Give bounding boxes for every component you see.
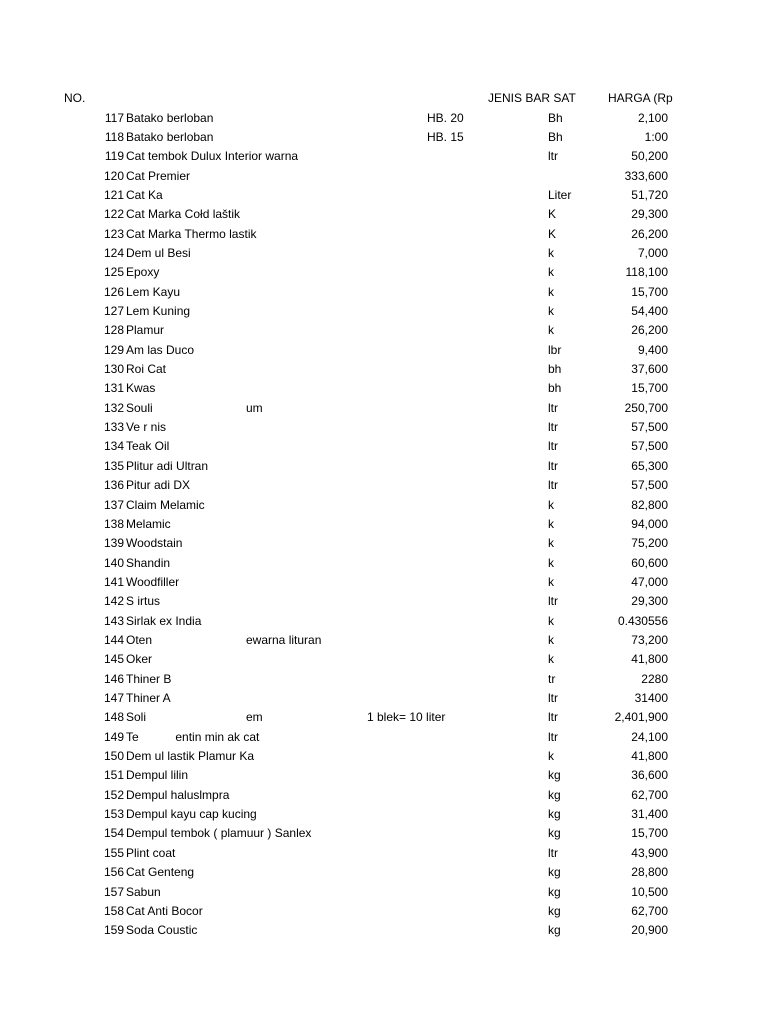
table-row [0,515,768,534]
item-price: 0.430556 [617,613,668,628]
item-number: 119 [104,149,124,164]
item-unit: ltr [548,845,558,860]
item-number: 159 [103,923,124,938]
item-name: Woodfiller [126,574,180,589]
item-unit: k [548,574,554,589]
item-unit: ltr [548,594,558,609]
item-name: Plint coat [126,845,176,860]
item-number: 141 [103,574,124,589]
item-name: Batako berloban [126,110,214,125]
item-unit: k [548,323,554,338]
item-name: Lem Kuning [126,304,191,318]
item-number: 147 [103,691,124,705]
table-row [0,360,768,379]
table-row [0,225,768,244]
item-number: 132 [103,400,124,415]
item-unit: ltr [548,691,558,705]
item-name: S irtus [126,594,161,609]
table-row [0,689,768,708]
table-row [0,766,768,785]
item-unit: k [548,652,554,667]
item-price: 2,401,900 [614,710,668,725]
item-name: Teak Oil [126,439,170,454]
table-row [0,496,768,515]
item-name: Roi Cat [126,362,167,377]
item-number: 129 [103,342,124,357]
table-row [0,902,768,921]
item-name: Epoxy [126,265,160,280]
table-row [0,147,768,166]
item-price: 54,400 [631,304,668,318]
table-row [0,476,768,495]
table-row [0,824,768,843]
item-name: Oker [126,652,153,667]
table-row [0,418,768,437]
item-number: 155 [103,845,124,860]
item-number: 151 [103,768,124,783]
item-unit: bh [548,362,562,377]
item-spec: HB. 20 [427,110,464,125]
item-name: Cat tembok Dulux Interior warna [126,149,299,164]
item-number: 136 [103,478,124,493]
item-price: 94,000 [631,516,668,531]
item-name: Dempul tembok ( plamuur ) Sanlex [126,826,312,841]
item-price: 10,500 [631,884,668,899]
item-price: 7,000 [637,245,668,260]
item-price: 75,200 [631,536,668,551]
item-number: 150 [103,749,124,764]
item-number: 117 [104,110,124,125]
item-price: 36,600 [631,768,668,783]
table-row [0,708,768,727]
item-unit: k [548,516,554,531]
item-unit: Liter [548,187,572,202]
item-unit: k [548,265,554,280]
item-unit: k [548,536,554,551]
item-number: 131 [103,381,124,396]
item-unit: kg [548,807,561,822]
item-note: ewarna lituran [246,632,322,647]
table-row [0,321,768,340]
item-name: Sirlak ex India [126,613,202,628]
item-number: 118 [104,129,124,144]
item-price: 29,300 [631,594,668,609]
item-price: 62,700 [631,787,668,802]
header-row [0,89,768,108]
item-price: 28,800 [631,865,668,880]
item-number: 130 [103,362,124,377]
item-note: em [246,710,263,725]
item-number: 121 [103,187,124,202]
table-row [0,457,768,476]
table-row [0,244,768,263]
item-price: 43,900 [631,845,668,860]
item-unit: ltr [548,458,558,473]
table-row [0,534,768,553]
item-number: 156 [103,865,124,880]
item-price: 9,400 [637,342,668,357]
item-unit: kg [548,826,561,841]
item-price: 50,200 [631,149,668,164]
item-number: 134 [103,439,124,454]
item-name: Batako berloban [126,129,214,144]
item-name: Cat Premier [126,168,191,183]
item-name: Sabun [126,884,161,899]
item-number: 139 [103,536,124,551]
item-unit: k [548,555,554,570]
item-number: 152 [103,787,124,802]
item-name: Plitur adi Ultran [126,458,209,473]
item-price: 57,500 [631,439,668,454]
table-row [0,786,768,805]
table-row [0,863,768,882]
item-unit: ltr [548,420,558,435]
item-unit: k [548,632,554,647]
item-name: Dem ul lastik Plamur Ka [126,749,255,764]
item-unit: kg [548,884,561,899]
item-price: 2280 [641,671,668,686]
item-number: 158 [103,903,124,918]
item-unit: k [548,749,554,764]
item-name: Cat Marka Thermo lastik [126,226,257,241]
item-name: Melamic [126,516,171,531]
table-row [0,283,768,302]
item-unit: kg [548,787,561,802]
item-unit: Bh [548,110,563,125]
item-number: 146 [103,671,124,686]
item-name: Ve r nis [126,420,167,435]
item-name: Lem Kayu [126,284,181,299]
item-name: Plamur [126,323,165,338]
item-price: 31,400 [631,807,668,822]
item-unit: ltr [548,400,558,415]
table-row [0,921,768,940]
table-row [0,631,768,650]
item-name: Kwas [126,381,156,396]
table-row [0,592,768,611]
item-name: Dempul kayu cap kucing [126,807,257,822]
item-price: 15,700 [631,284,668,299]
item-name: Shandin [126,555,171,570]
item-name: Dempul lilin [126,768,189,783]
item-price: 333,600 [624,168,668,183]
item-unit: k [548,284,554,299]
item-price: 65,300 [631,458,668,473]
item-number: 140 [103,555,124,570]
table-row [0,650,768,669]
item-price: 2,100 [637,110,668,125]
item-unit: kg [548,903,561,918]
item-number: 154 [103,826,124,841]
item-unit: K [548,226,557,241]
table-row [0,109,768,128]
header-harga: HARGA (Rp [608,91,673,105]
table-row [0,341,768,360]
item-price: 57,500 [631,420,668,435]
item-price: 41,800 [631,749,668,764]
item-number: 126 [103,284,124,299]
item-name: Pitur adi DX [126,478,191,493]
item-number: 123 [103,226,124,241]
item-name: Oten [126,632,153,647]
item-price: 47,000 [631,574,668,589]
item-price: 24,100 [631,729,668,744]
item-spec: HB. 15 [427,129,464,144]
item-name: Claim Melamic [126,497,205,512]
item-number: 128 [103,323,124,338]
table-row [0,128,768,147]
header-no: NO. [64,91,86,105]
item-price: 31400 [634,691,668,705]
item-unit: lbr [548,342,562,357]
item-name: Dempul haluslmpra [126,787,230,802]
table-row [0,747,768,766]
item-number: 124 [103,245,124,260]
item-price: 29,300 [631,207,668,222]
item-number: 145 [103,652,124,667]
item-unit: kg [548,923,561,938]
item-spec-note: 1 blek= 10 liter [367,710,446,725]
table-row [0,205,768,224]
item-name: Thiner A [126,691,171,705]
item-price: 82,800 [631,497,668,512]
table-row [0,728,768,747]
item-name: Dem ul Besi [126,245,191,260]
item-name: Soda Coustic [126,923,198,938]
item-note: um [246,400,263,415]
item-number: 122 [103,207,124,222]
item-number: 153 [103,807,124,822]
table-row [0,554,768,573]
item-unit: ltr [548,149,558,164]
item-unit: k [548,497,554,512]
table-row [0,844,768,863]
table-row [0,167,768,186]
item-unit: ltr [548,710,558,725]
item-name: Soli [126,710,147,725]
item-unit: kg [548,865,561,880]
item-unit: tr [548,671,556,686]
item-number: 133 [103,420,124,435]
item-number: 127 [103,304,124,318]
item-name: Thiner B [126,671,172,686]
item-name: Cat Genteng [126,865,195,880]
table-row [0,573,768,592]
item-number: 138 [103,516,124,531]
item-unit: ltr [548,478,558,493]
item-number: 135 [103,458,124,473]
item-price: 26,200 [631,226,668,241]
item-name: Woodstain [126,536,183,551]
item-price: 250,700 [624,400,668,415]
item-price: 15,700 [631,381,668,396]
item-price: 62,700 [631,903,668,918]
item-unit: k [548,304,554,318]
table-row [0,399,768,418]
item-price: 26,200 [631,323,668,338]
item-number: 157 [103,884,124,899]
header-jenis-bar-sat: JENIS BAR SAT [488,91,576,105]
item-price: 20,900 [631,923,668,938]
item-price: 51,720 [631,187,668,202]
item-unit: ltr [548,729,558,744]
item-number: 137 [103,497,124,512]
table-row [0,612,768,631]
item-unit: K [548,207,557,222]
table-row [0,437,768,456]
item-price: 73,200 [631,632,668,647]
item-name: Cat Anti Bocor [126,903,203,918]
item-number: 148 [103,710,124,725]
item-number: 125 [103,265,124,280]
item-name: Souli [126,400,153,415]
item-price: 118,100 [625,265,668,280]
item-number: 149 [103,729,124,744]
item-price: 1:00 [644,129,668,144]
table-row [0,302,768,321]
item-name: Cat Ka [126,187,163,202]
item-unit: kg [548,768,561,783]
table-row [0,805,768,824]
item-name: Cat Marka Cołd laštik [126,207,241,222]
item-price: 60,600 [631,555,668,570]
table-row [0,883,768,902]
item-unit: k [548,245,554,260]
table-row [0,263,768,282]
item-unit: k [548,613,554,628]
item-number: 143 [103,613,124,628]
table-row [0,186,768,205]
item-unit: ltr [548,439,558,454]
table-row [0,670,768,689]
item-price: 15,700 [631,826,668,841]
item-number: 144 [103,632,124,647]
item-unit: bh [548,381,562,396]
item-name: Te entin min ak cat [126,729,260,744]
item-price: 57,500 [631,478,668,493]
table-row [0,379,768,398]
item-unit: Bh [548,129,563,144]
item-price: 41,800 [631,652,668,667]
item-number: 120 [103,168,124,183]
item-number: 142 [103,594,124,609]
item-name: Am las Duco [126,342,195,357]
item-price: 37,600 [631,362,668,377]
